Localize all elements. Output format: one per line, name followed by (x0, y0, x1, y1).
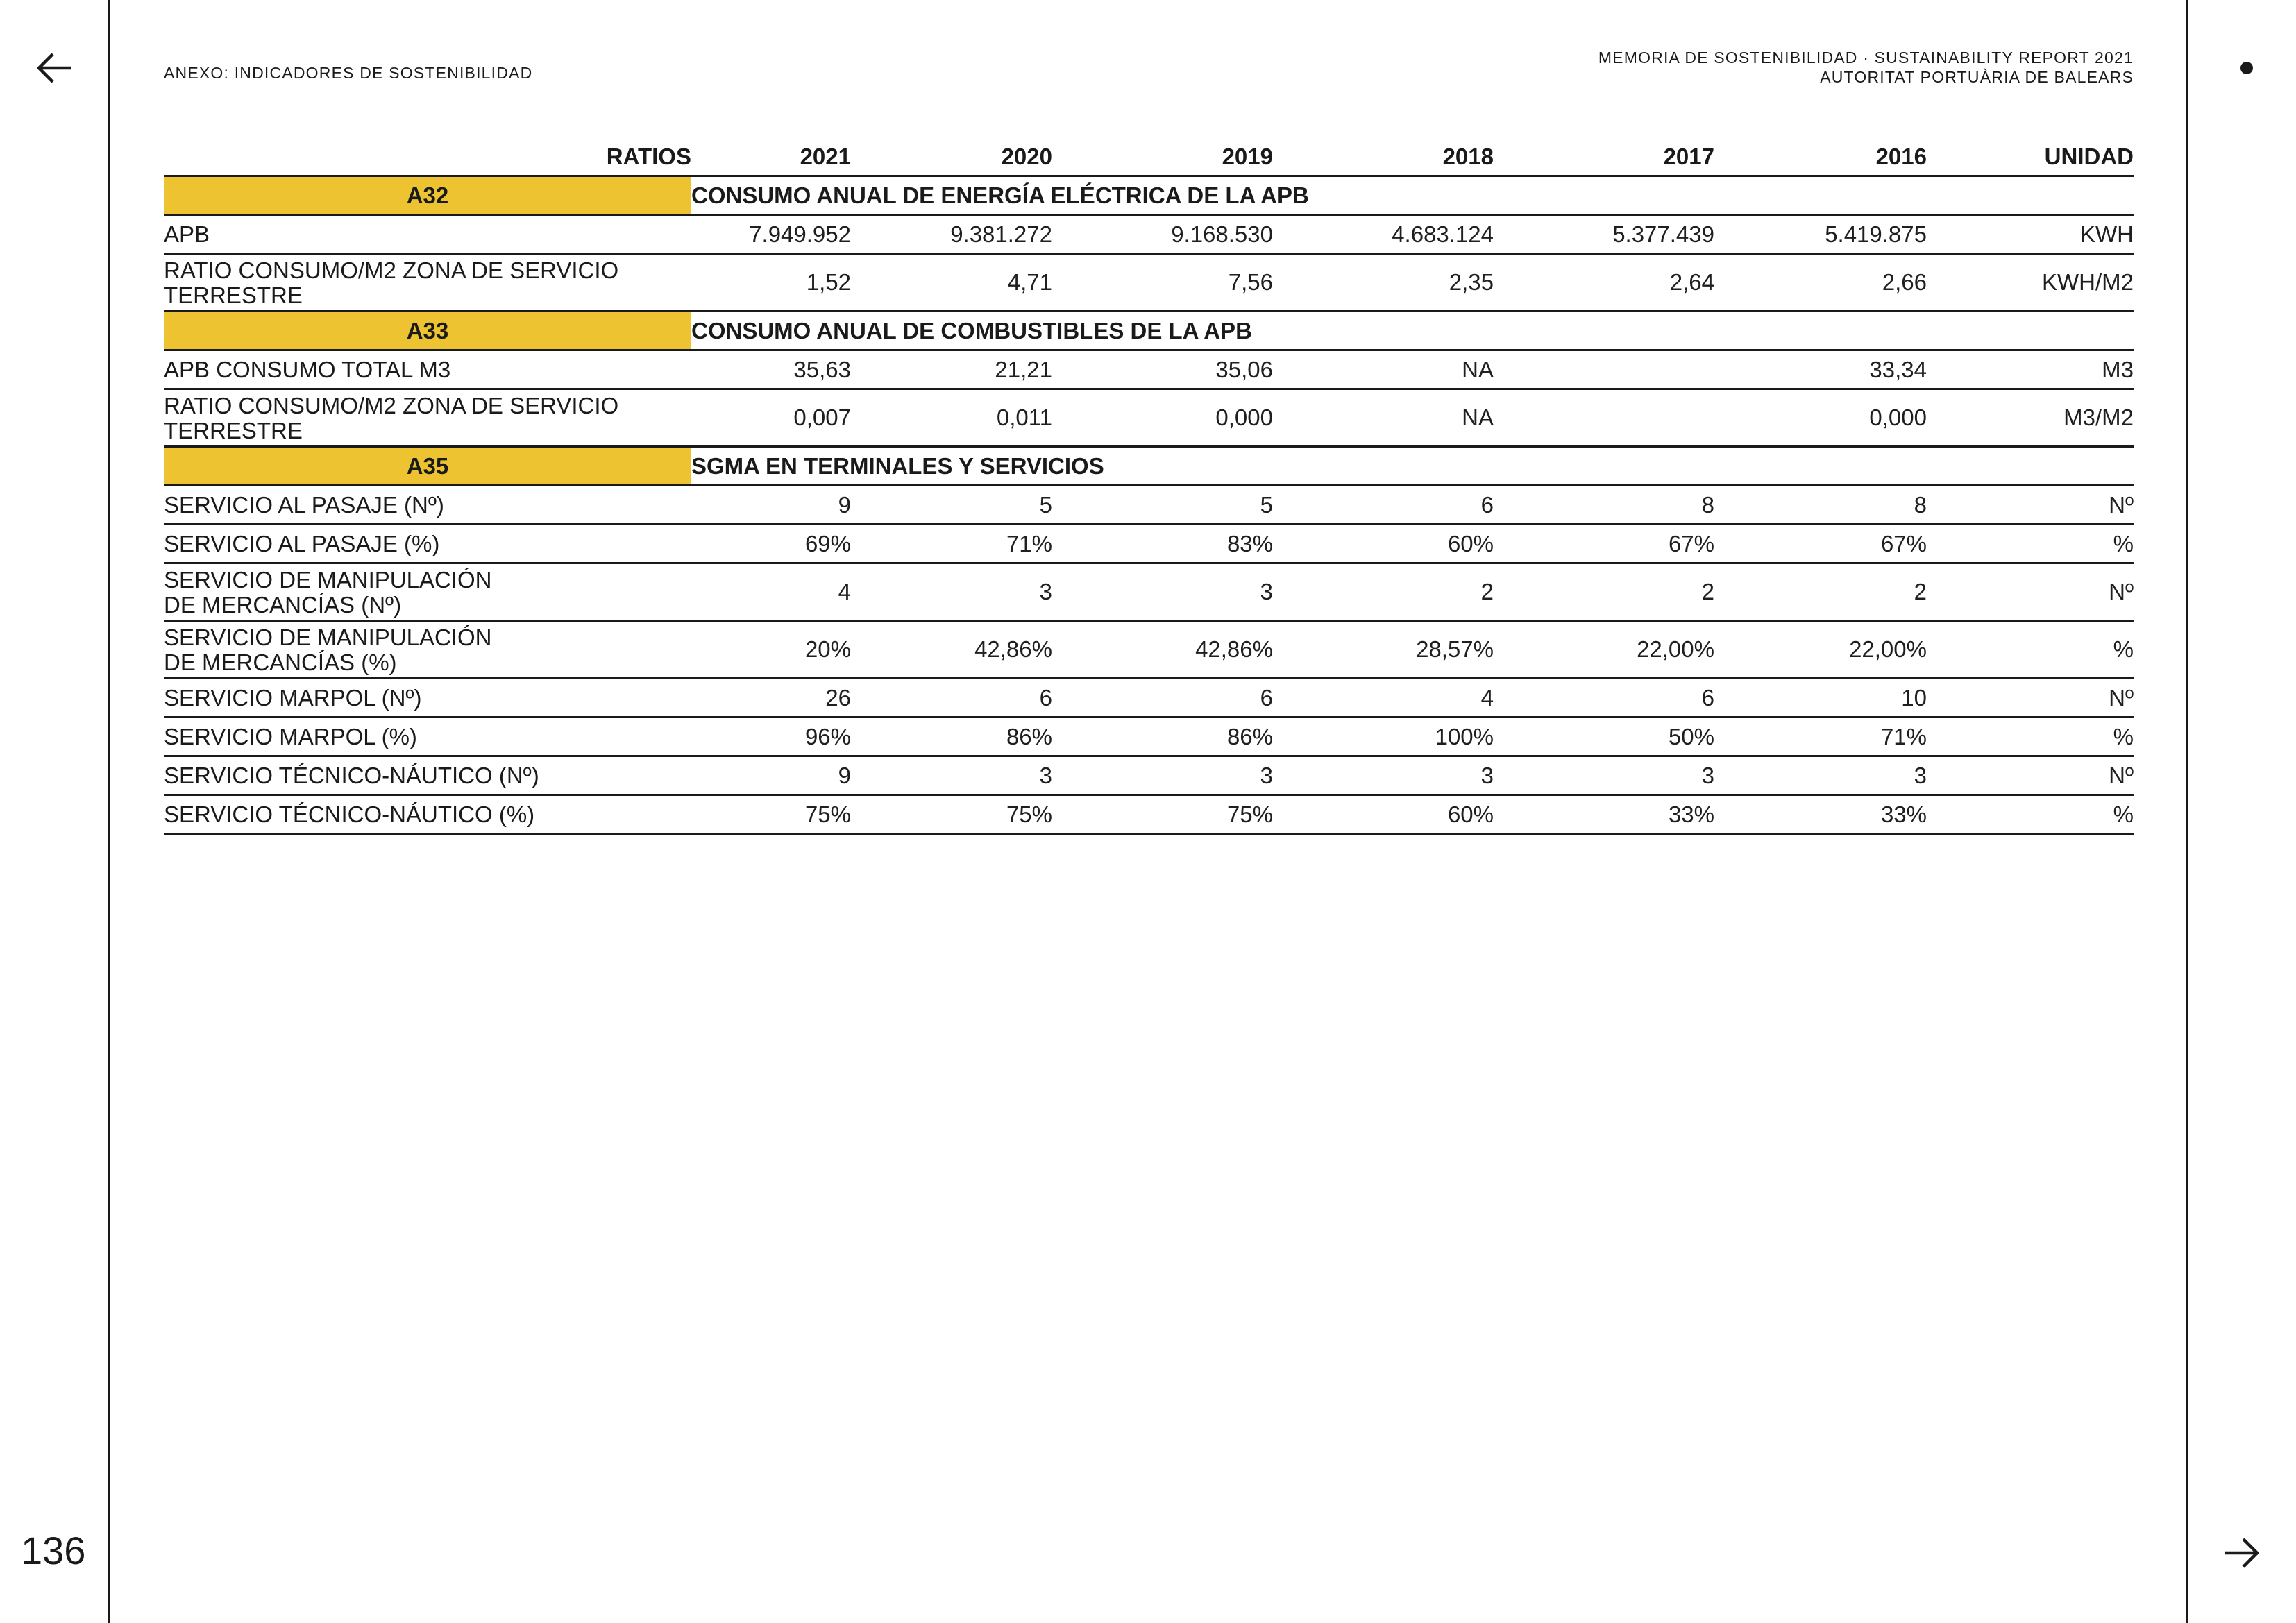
row-label (164, 621, 691, 679)
section-header-row (164, 447, 2134, 486)
table-row (164, 215, 2134, 254)
table-cell: 2,66 (1714, 254, 1927, 312)
report-header (1598, 48, 2134, 87)
row-label (164, 563, 691, 621)
table-cell: 9 (691, 756, 851, 795)
table-cell: 9 (691, 486, 851, 525)
row-label (164, 254, 691, 312)
table-cell: 22,00% (1494, 621, 1714, 679)
table-row (164, 254, 2134, 312)
section-title: SGMA EN TERMINALES Y SERVICIOS (691, 447, 2134, 486)
table-cell: 50% (1494, 717, 1714, 756)
report-title: MEMORIA DE SOSTENIBILIDAD · SUSTAINABILITY REPORT 2021 (1598, 49, 2134, 67)
row-label (164, 756, 691, 795)
table-cell: 42,86% (1052, 621, 1273, 679)
table-cell: 20% (691, 621, 851, 679)
table-cell: 4 (1273, 679, 1494, 717)
table-cell: 69% (691, 525, 851, 563)
table-cell: 2 (1273, 563, 1494, 621)
table-cell: 0,000 (1714, 389, 1927, 447)
table-cell: 3 (851, 756, 1052, 795)
row-label (164, 795, 691, 834)
table-cell: 3 (851, 563, 1052, 621)
table-cell: 6 (851, 679, 1052, 717)
unit-cell: % (1927, 525, 2134, 563)
row-label-line: SERVICIO MARPOL (%) (164, 723, 417, 749)
section-title: CONSUMO ANUAL DE COMBUSTIBLES DE LA APB (691, 312, 2134, 350)
row-label-line: SERVICIO AL PASAJE (Nº) (164, 491, 444, 518)
table-cell: 5.419.875 (1714, 215, 1927, 254)
section-header: ANEXO: INDICADORES DE SOSTENIBILIDAD (164, 64, 533, 82)
table-cell: 8 (1494, 486, 1714, 525)
unit-cell: % (1927, 717, 2134, 756)
table-cell: 5 (1052, 486, 1273, 525)
row-label-line: DE MERCANCÍAS (%) (164, 649, 397, 675)
table-cell: 35,06 (1052, 350, 1273, 389)
unit-cell: Nº (1927, 486, 2134, 525)
table-row (164, 350, 2134, 389)
table-cell: 9.381.272 (851, 215, 1052, 254)
table-cell: 100% (1273, 717, 1494, 756)
row-label (164, 350, 691, 389)
unit-cell: M3/M2 (1927, 389, 2134, 447)
table-cell: 4 (691, 563, 851, 621)
table-row (164, 389, 2134, 447)
table-cell: 33% (1494, 795, 1714, 834)
indicator-code-badge: A35 (164, 447, 691, 486)
row-label-line: TERRESTRE (164, 418, 303, 443)
table-cell: 96% (691, 717, 851, 756)
table-cell: 75% (691, 795, 851, 834)
table-cell: 6 (1273, 486, 1494, 525)
table-cell: 71% (851, 525, 1052, 563)
table-row (164, 525, 2134, 563)
table-cell: 3 (1494, 756, 1714, 795)
table-row (164, 486, 2134, 525)
column-header: 2016 (1714, 139, 1927, 176)
column-header: 2017 (1494, 139, 1714, 176)
table-cell (1494, 389, 1714, 447)
unit-cell: % (1927, 621, 2134, 679)
section-header-row (164, 176, 2134, 215)
row-label-line: SERVICIO TÉCNICO-NÁUTICO (Nº) (164, 762, 539, 788)
right-margin-rule (2186, 0, 2188, 1623)
arrow-right-icon[interactable] (2221, 1532, 2263, 1574)
table-cell: 9.168.530 (1052, 215, 1273, 254)
column-header: 2018 (1273, 139, 1494, 176)
table-row (164, 717, 2134, 756)
row-label-line: SERVICIO AL PASAJE (%) (164, 530, 440, 556)
indicators-table (164, 139, 2134, 835)
row-label-line: SERVICIO TÉCNICO-NÁUTICO (%) (164, 801, 535, 827)
table-cell: 42,86% (851, 621, 1052, 679)
table-cell (1494, 350, 1714, 389)
row-label-line: SERVICIO DE MANIPULACIÓN (164, 567, 492, 593)
table-cell: 6 (1052, 679, 1273, 717)
row-label-line: APB CONSUMO TOTAL M3 (164, 356, 451, 382)
row-label (164, 215, 691, 254)
row-label (164, 717, 691, 756)
table-cell: 3 (1052, 563, 1273, 621)
table-cell: 6 (1494, 679, 1714, 717)
unit-cell: Nº (1927, 679, 2134, 717)
table-cell: 10 (1714, 679, 1927, 717)
section-header-row (164, 312, 2134, 350)
table-row (164, 621, 2134, 679)
column-header: RATIOS (164, 139, 691, 176)
column-header: UNIDAD (1927, 139, 2134, 176)
table-cell: 33,34 (1714, 350, 1927, 389)
table-header-row (164, 139, 2134, 176)
table-cell: 5 (851, 486, 1052, 525)
table-cell: NA (1273, 350, 1494, 389)
table-cell: 0,011 (851, 389, 1052, 447)
table-body (164, 176, 2134, 834)
unit-cell: KWH (1927, 215, 2134, 254)
table-cell: 67% (1714, 525, 1927, 563)
row-label-line: APB (164, 221, 210, 247)
table-cell: 28,57% (1273, 621, 1494, 679)
table-cell: 5.377.439 (1494, 215, 1714, 254)
arrow-left-icon[interactable] (33, 47, 75, 89)
unit-cell: M3 (1927, 350, 2134, 389)
table-cell: 26 (691, 679, 851, 717)
table-row (164, 756, 2134, 795)
row-label (164, 486, 691, 525)
row-label-line: RATIO CONSUMO/M2 ZONA DE SERVICIO (164, 257, 619, 283)
organization-name: AUTORITAT PORTUÀRIA DE BALEARS (1820, 68, 2134, 86)
table-row (164, 679, 2134, 717)
bookmark-dot-icon[interactable] (2240, 62, 2253, 74)
table-cell: 7,56 (1052, 254, 1273, 312)
row-label-line: SERVICIO DE MANIPULACIÓN (164, 624, 492, 650)
row-label (164, 389, 691, 447)
row-label-line: SERVICIO MARPOL (Nº) (164, 684, 422, 711)
unit-cell: KWH/M2 (1927, 254, 2134, 312)
section-title: CONSUMO ANUAL DE ENERGÍA ELÉCTRICA DE LA APB (691, 176, 2134, 215)
table-cell: 35,63 (691, 350, 851, 389)
table-cell: 60% (1273, 795, 1494, 834)
table-cell: 1,52 (691, 254, 851, 312)
unit-cell: Nº (1927, 563, 2134, 621)
page-number: 136 (21, 1529, 86, 1572)
table-cell: 75% (851, 795, 1052, 834)
table-row (164, 795, 2134, 834)
left-margin-rule (108, 0, 110, 1623)
table-cell: 3 (1714, 756, 1927, 795)
column-header: 2021 (691, 139, 851, 176)
table-cell: 3 (1273, 756, 1494, 795)
row-label-line: RATIO CONSUMO/M2 ZONA DE SERVICIO (164, 393, 619, 418)
table-cell: 4.683.124 (1273, 215, 1494, 254)
row-label-line: DE MERCANCÍAS (Nº) (164, 592, 402, 618)
table-cell: 33% (1714, 795, 1927, 834)
row-label (164, 679, 691, 717)
table-cell: 86% (851, 717, 1052, 756)
table-cell: 71% (1714, 717, 1927, 756)
table-cell: 21,21 (851, 350, 1052, 389)
table-cell: 75% (1052, 795, 1273, 834)
unit-cell: % (1927, 795, 2134, 834)
table-row (164, 563, 2134, 621)
table-cell: 2 (1494, 563, 1714, 621)
table-cell: 2 (1714, 563, 1927, 621)
table-cell: NA (1273, 389, 1494, 447)
table-cell: 2,64 (1494, 254, 1714, 312)
column-header: 2020 (851, 139, 1052, 176)
table-cell: 0,007 (691, 389, 851, 447)
unit-cell: Nº (1927, 756, 2134, 795)
table-cell: 67% (1494, 525, 1714, 563)
table-cell: 60% (1273, 525, 1494, 563)
table-cell: 8 (1714, 486, 1927, 525)
table-cell: 22,00% (1714, 621, 1927, 679)
column-header: 2019 (1052, 139, 1273, 176)
table-cell: 4,71 (851, 254, 1052, 312)
indicator-code-badge: A32 (164, 176, 691, 215)
row-label (164, 525, 691, 563)
table-cell: 2,35 (1273, 254, 1494, 312)
table-cell: 3 (1052, 756, 1273, 795)
table-cell: 83% (1052, 525, 1273, 563)
table-cell: 7.949.952 (691, 215, 851, 254)
indicator-code-badge: A33 (164, 312, 691, 350)
table-cell: 0,000 (1052, 389, 1273, 447)
row-label-line: TERRESTRE (164, 282, 303, 308)
table-cell: 86% (1052, 717, 1273, 756)
